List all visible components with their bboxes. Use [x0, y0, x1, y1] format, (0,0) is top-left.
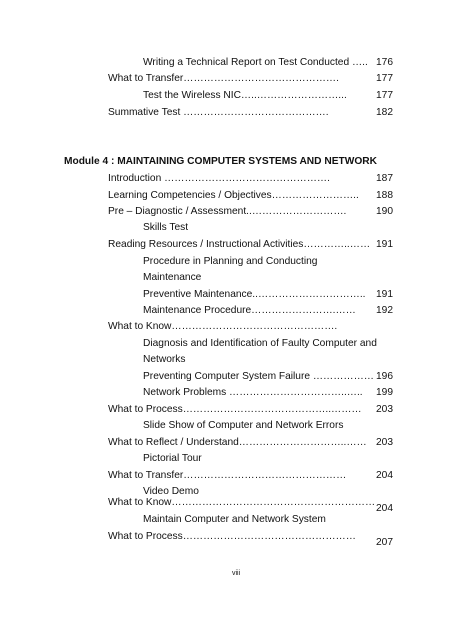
toc-entry-text: Procedure in Planning and Conducting	[143, 256, 318, 267]
toc-entry-page: 176	[376, 57, 393, 68]
toc-entry-text: Pictorial Tour	[143, 453, 202, 464]
toc-entry-text: Summative Test …………………………………….	[108, 107, 329, 118]
toc-entry-page: 204	[376, 503, 393, 514]
toc-entry-text: Pre – Diagnostic / Assessment..……………………….	[108, 206, 347, 217]
toc-entry-text: Preventive Maintenance..…………………………..	[143, 289, 366, 300]
toc-entry-text: Maintenance	[143, 272, 202, 283]
toc-entry-text: Writing a Technical Report on Test Conducted …..	[143, 57, 368, 68]
toc-entry-text: What to Transfer…………………………………………	[108, 470, 347, 481]
footer-page-number: viii	[232, 570, 241, 577]
toc-entry-text: Preventing Computer System Failure ………………	[143, 371, 374, 382]
module-heading: Module 4 : MAINTAINING COMPUTER SYSTEMS AND NETWORK	[64, 156, 377, 167]
toc-entry-page: 190	[376, 206, 393, 217]
toc-entry-page: 192	[376, 305, 393, 316]
toc-entry-text: What to Reflect / Understand…………………………..……	[108, 437, 367, 448]
toc-entry-text: Maintenance Procedure…………………….……	[143, 305, 356, 316]
toc-entry-text: Diagnosis and Identification of Faulty Computer and	[143, 338, 377, 349]
toc-entry-text: Skills Test	[143, 222, 189, 233]
toc-entry-page: 177	[376, 90, 393, 101]
toc-entry-text: What to Process……………………………………..………	[108, 404, 362, 415]
toc-entry-page: 196	[376, 371, 393, 382]
toc-entry-text: Introduction ………………………………………….	[108, 173, 330, 184]
toc-entry-page: 203	[376, 437, 393, 448]
toc-entry-text: Learning Competencies / Objectives……………………..	[108, 190, 359, 201]
toc-entry-page: 191	[376, 239, 393, 250]
toc-entry-text: Reading Resources / Instructional Activities…………..……	[108, 239, 371, 250]
toc-entry-text: Test the Wireless NIC…..……………………...	[143, 90, 347, 101]
toc-entry-text: What to Know………………………………………….	[108, 321, 338, 332]
toc-entry-page: 204	[376, 470, 393, 481]
toc-entry-page: 187	[376, 173, 393, 184]
toc-entry-text: What to Know……………………………………………………	[108, 497, 376, 508]
toc-entry-page: 191	[376, 289, 393, 300]
toc-entry-page: 203	[376, 404, 393, 415]
toc-entry-text: Video Demo	[143, 486, 199, 497]
toc-entry-text: Slide Show of Computer and Network Errors	[143, 420, 344, 431]
toc-entry-text: What to Process……………………………………………	[108, 531, 356, 542]
toc-entry-text: What to Transfer……………………………………….	[108, 73, 339, 84]
toc-entry-page: 188	[376, 190, 393, 201]
toc-entry-text: Maintain Computer and Network System	[143, 514, 326, 525]
toc-entry-page: 177	[376, 73, 393, 84]
toc-entry-page: 182	[376, 107, 393, 118]
toc-entry-text: Networks	[143, 354, 186, 365]
toc-entry-page: 199	[376, 387, 393, 398]
toc-entry-text: Network Problems ……………………………..…..	[143, 387, 363, 398]
toc-entry-page: 207	[376, 537, 393, 548]
